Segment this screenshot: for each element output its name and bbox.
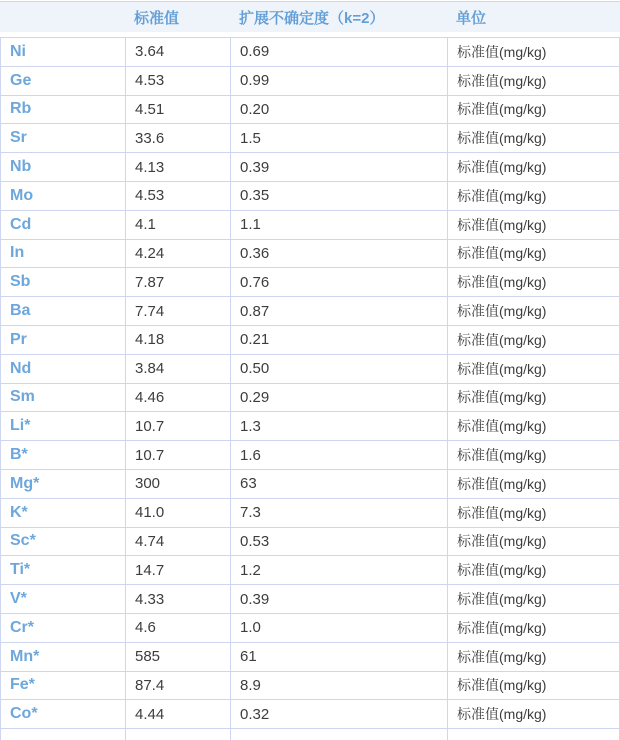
unit-cell: 标准值(mg/kg) [447, 614, 620, 642]
table-row [0, 412, 620, 441]
partial-cell [447, 729, 620, 740]
partial-cell [230, 729, 447, 740]
element-cell: Co* [0, 700, 125, 728]
table-row [0, 268, 620, 297]
value-cell: 4.33 [125, 585, 230, 613]
uncertainty-cell: 0.76 [230, 268, 447, 296]
uncertainty-cell: 0.32 [230, 700, 447, 728]
uncertainty-cell: 1.6 [230, 441, 447, 469]
uncertainty-cell: 0.35 [230, 182, 447, 210]
table-row [0, 297, 620, 326]
table-row [0, 528, 620, 557]
element-cell: Nb [0, 153, 125, 181]
table-row [0, 326, 620, 355]
uncertainty-cell: 0.39 [230, 153, 447, 181]
uncertainty-cell: 7.3 [230, 499, 447, 527]
value-cell: 4.53 [125, 67, 230, 95]
uncertainty-cell: 0.50 [230, 355, 447, 383]
partial-cell [125, 729, 230, 740]
table-header-row [0, 2, 620, 32]
unit-cell: 标准值(mg/kg) [447, 124, 620, 152]
table-row [0, 240, 620, 269]
element-cell: B* [0, 441, 125, 469]
element-cell: Sm [0, 384, 125, 412]
element-cell: Ge [0, 67, 125, 95]
header-cell-uncertainty: 扩展不确定度（k=2） [239, 9, 385, 27]
value-cell: 33.6 [125, 124, 230, 152]
element-cell: K* [0, 499, 125, 527]
table-body [0, 37, 620, 740]
table-row [0, 556, 620, 585]
uncertainty-cell: 61 [230, 643, 447, 671]
uncertainty-cell: 0.21 [230, 326, 447, 354]
value-cell: 10.7 [125, 441, 230, 469]
value-cell: 4.13 [125, 153, 230, 181]
unit-cell: 标准值(mg/kg) [447, 672, 620, 700]
element-cell: Ti* [0, 556, 125, 584]
value-cell: 585 [125, 643, 230, 671]
uncertainty-cell: 0.53 [230, 528, 447, 556]
value-cell: 7.87 [125, 268, 230, 296]
unit-cell: 标准值(mg/kg) [447, 700, 620, 728]
table-row [0, 614, 620, 643]
value-cell: 4.53 [125, 182, 230, 210]
table-row [0, 470, 620, 499]
uncertainty-cell: 0.69 [230, 38, 447, 66]
value-cell: 7.74 [125, 297, 230, 325]
element-cell: Pr [0, 326, 125, 354]
uncertainty-cell: 1.5 [230, 124, 447, 152]
table-row [0, 499, 620, 528]
table-row [0, 153, 620, 182]
table-row [0, 355, 620, 384]
element-cell: Ni [0, 38, 125, 66]
value-cell: 87.4 [125, 672, 230, 700]
element-cell: Ba [0, 297, 125, 325]
element-cell: Mo [0, 182, 125, 210]
value-cell: 4.51 [125, 96, 230, 124]
unit-cell: 标准值(mg/kg) [447, 297, 620, 325]
unit-cell: 标准值(mg/kg) [447, 355, 620, 383]
value-cell: 4.6 [125, 614, 230, 642]
table-row [0, 441, 620, 470]
table-row [0, 182, 620, 211]
partial-next-row [0, 729, 620, 740]
unit-cell: 标准值(mg/kg) [447, 240, 620, 268]
uncertainty-cell: 0.20 [230, 96, 447, 124]
table-row [0, 384, 620, 413]
value-cell: 4.74 [125, 528, 230, 556]
element-cell: V* [0, 585, 125, 613]
uncertainty-cell: 1.3 [230, 412, 447, 440]
value-cell: 14.7 [125, 556, 230, 584]
uncertainty-cell: 1.2 [230, 556, 447, 584]
unit-cell: 标准值(mg/kg) [447, 384, 620, 412]
element-cell: Li* [0, 412, 125, 440]
uncertainty-cell: 0.99 [230, 67, 447, 95]
uncertainty-cell: 1.1 [230, 211, 447, 239]
element-cell: Cr* [0, 614, 125, 642]
unit-cell: 标准值(mg/kg) [447, 556, 620, 584]
unit-cell: 标准值(mg/kg) [447, 268, 620, 296]
table-row [0, 124, 620, 153]
unit-cell: 标准值(mg/kg) [447, 528, 620, 556]
value-cell: 300 [125, 470, 230, 498]
uncertainty-cell: 0.29 [230, 384, 447, 412]
unit-cell: 标准值(mg/kg) [447, 38, 620, 66]
value-cell: 10.7 [125, 412, 230, 440]
header-cell-unit: 单位 [456, 9, 487, 27]
unit-cell: 标准值(mg/kg) [447, 326, 620, 354]
unit-cell: 标准值(mg/kg) [447, 470, 620, 498]
element-cell: Mg* [0, 470, 125, 498]
uncertainty-cell: 0.39 [230, 585, 447, 613]
partial-cell [0, 729, 125, 740]
element-cell: Fe* [0, 672, 125, 700]
table-row [0, 700, 620, 729]
table-row [0, 672, 620, 701]
unit-cell: 标准值(mg/kg) [447, 643, 620, 671]
uncertainty-cell: 63 [230, 470, 447, 498]
table-row [0, 211, 620, 240]
element-cell: Mn* [0, 643, 125, 671]
unit-cell: 标准值(mg/kg) [447, 585, 620, 613]
uncertainty-cell: 0.87 [230, 297, 447, 325]
value-cell: 4.24 [125, 240, 230, 268]
element-cell: Sc* [0, 528, 125, 556]
element-cell: In [0, 240, 125, 268]
element-cell: Sb [0, 268, 125, 296]
uncertainty-cell: 1.0 [230, 614, 447, 642]
table-row [0, 643, 620, 672]
header-cell-standard-value: 标准值 [134, 9, 180, 27]
unit-cell: 标准值(mg/kg) [447, 182, 620, 210]
unit-cell: 标准值(mg/kg) [447, 67, 620, 95]
unit-cell: 标准值(mg/kg) [447, 153, 620, 181]
uncertainty-cell: 0.36 [230, 240, 447, 268]
value-cell: 4.18 [125, 326, 230, 354]
uncertainty-cell: 8.9 [230, 672, 447, 700]
value-cell: 4.46 [125, 384, 230, 412]
value-cell: 41.0 [125, 499, 230, 527]
table-row [0, 96, 620, 125]
element-cell: Cd [0, 211, 125, 239]
unit-cell: 标准值(mg/kg) [447, 499, 620, 527]
table-row [0, 67, 620, 96]
element-cell: Nd [0, 355, 125, 383]
unit-cell: 标准值(mg/kg) [447, 96, 620, 124]
value-cell: 4.44 [125, 700, 230, 728]
element-cell: Sr [0, 124, 125, 152]
value-cell: 3.84 [125, 355, 230, 383]
unit-cell: 标准值(mg/kg) [447, 211, 620, 239]
value-cell: 3.64 [125, 38, 230, 66]
unit-cell: 标准值(mg/kg) [447, 412, 620, 440]
table-row [0, 585, 620, 614]
value-cell: 4.1 [125, 211, 230, 239]
table-row [0, 38, 620, 67]
element-cell: Rb [0, 96, 125, 124]
unit-cell: 标准值(mg/kg) [447, 441, 620, 469]
